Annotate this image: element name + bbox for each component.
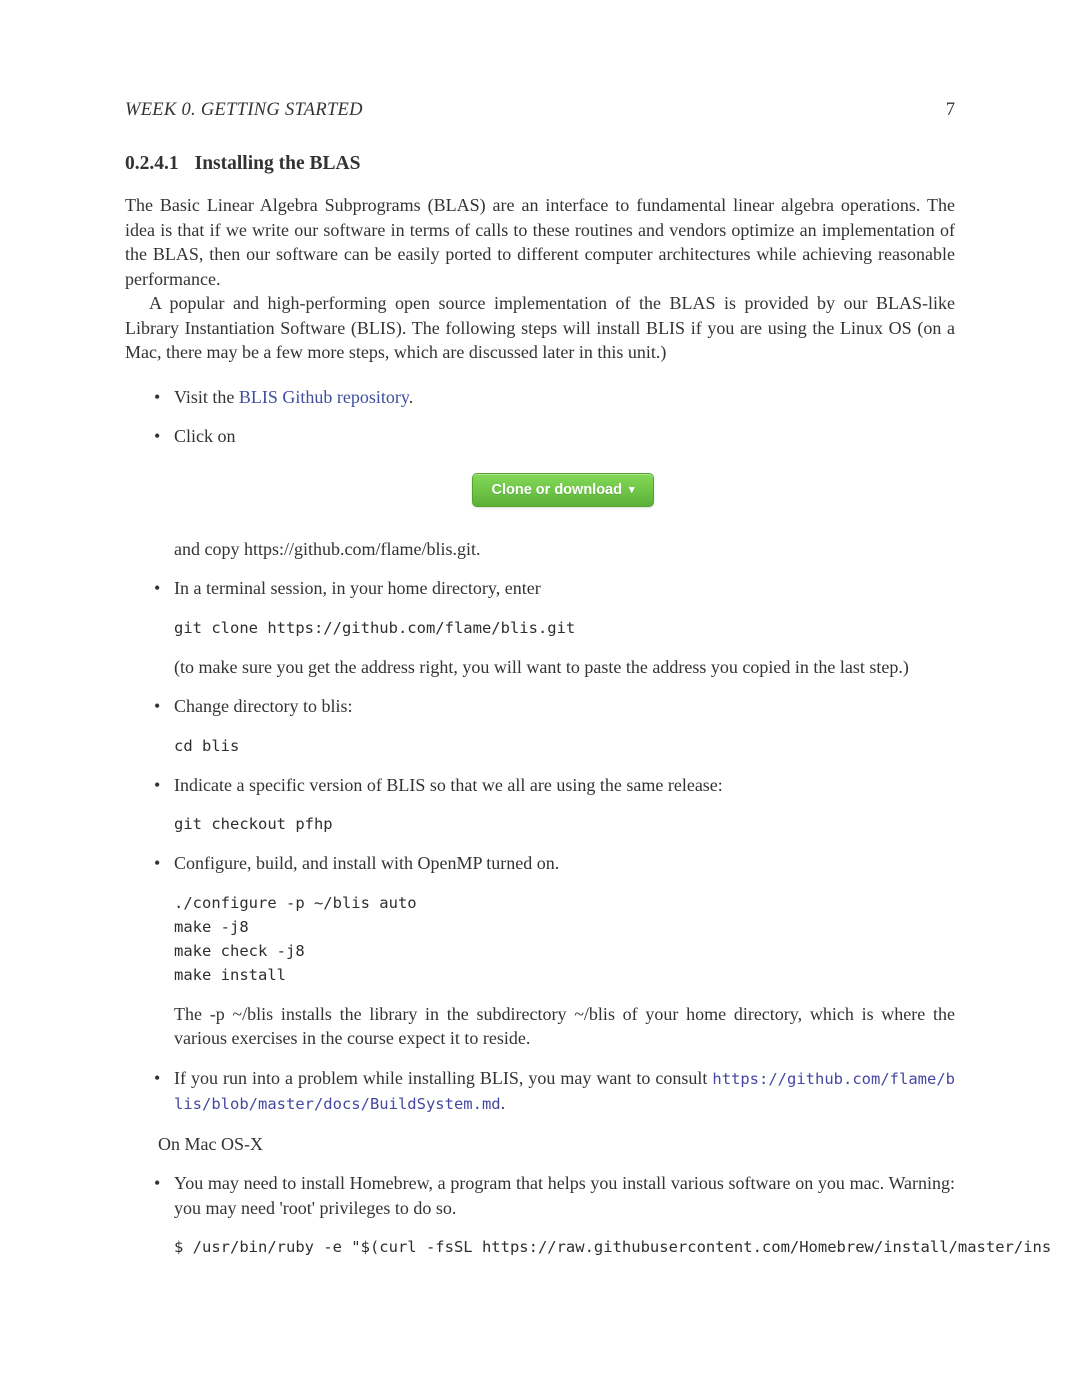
install-steps-list [125,385,1052,1260]
and-copy-note: and copy https://github.com/flame/blis.git. [174,538,481,559]
code-build-block [174,891,955,987]
running-head-title: WEEK 0. GETTING STARTED [125,100,363,120]
bullet-homebrew: • You may need to install Homebrew, a program that helps you install various software on you mac. Warning: you may need 'root' privileges to do so. [125,1171,955,1220]
problem-text-before: If you run into a problem while installing BLIS, you may want to consult [174,1067,713,1088]
note-prefix-install: The -p ~/blis installs the library in the subdirectory ~/blis of your home directory, which is where the various exercises in the course expect it to reside. [174,1003,955,1048]
section-title: Installing the BLAS [194,153,361,174]
bullet-click-on: • Click on [125,424,955,449]
section-number: 0.2.4.1 [125,153,179,174]
problem-text-after: . [500,1093,506,1113]
visit-text-after: . [408,386,414,407]
visit-text-before: Visit the [174,386,239,407]
buildsystem-doc-link[interactable]: https://github.com/flame/blis/blob/master/docs/BuildSystem.md [174,1069,955,1113]
page-number: 7 [945,100,955,120]
code-line-make-check: make check -j8 [174,941,305,960]
bullet-problem-consult [125,1066,955,1117]
blis-github-repository-link[interactable]: BLIS Github repository [238,386,409,407]
bullet-indicate-version: • Indicate a specific version of BLIS so that we all are using the same release: [125,773,955,798]
code-cd-blis: cd blis [174,736,240,755]
note-paste-address: (to make sure you get the address right, you will want to paste the address you copied in the last step.) [174,656,909,677]
bullet-visit-repository [125,385,955,410]
code-git-clone: git clone https://github.com/flame/blis.git [174,618,576,637]
section-heading [125,153,955,175]
clone-button-label: Clone or download [491,481,622,498]
clone-button-row [125,473,955,507]
clone-or-download-button[interactable] [472,473,653,507]
intro-paragraph-1: The Basic Linear Algebra Subprograms (BLAS) are an interface to fundamental linear algebra operations. The idea is that if we write our software in terms of calls to these routines and vendors optimize an implementation of the BLAS, then our software can be easily ported to different computer architectures while achieving reasonable performance. [125,195,955,289]
code-line-make-install: make install [174,965,286,984]
code-line-make-j8: make -j8 [174,917,249,936]
page-header [125,100,955,121]
bullet-configure-build: • Configure, build, and install with OpenMP turned on. [125,851,955,876]
dropdown-caret-icon: ▾ [628,483,635,496]
bullet-change-directory: • Change directory to blis: [125,694,955,719]
mac-osx-heading: On Mac OS-X [158,1133,263,1154]
code-line-configure: ./configure -p ~/blis auto [174,893,417,912]
code-ruby-homebrew-install: $ /usr/bin/ruby -e "$(curl -fsSL https://raw.githubusercontent.com/Homebrew/install/master/ins [174,1238,1052,1256]
code-git-checkout: git checkout pfhp [174,815,333,833]
intro-paragraph-2: A popular and high-performing open source implementation of the BLAS is provided by our BLAS-like Library Instantiation Software (BLIS). The following steps will install BLIS if you are using the Linux OS (on a Mac, there may be a few more steps, which are discussed later in this unit.) [125,293,955,362]
bullet-terminal-session: • In a terminal session, in your home directory, enter [125,576,955,601]
